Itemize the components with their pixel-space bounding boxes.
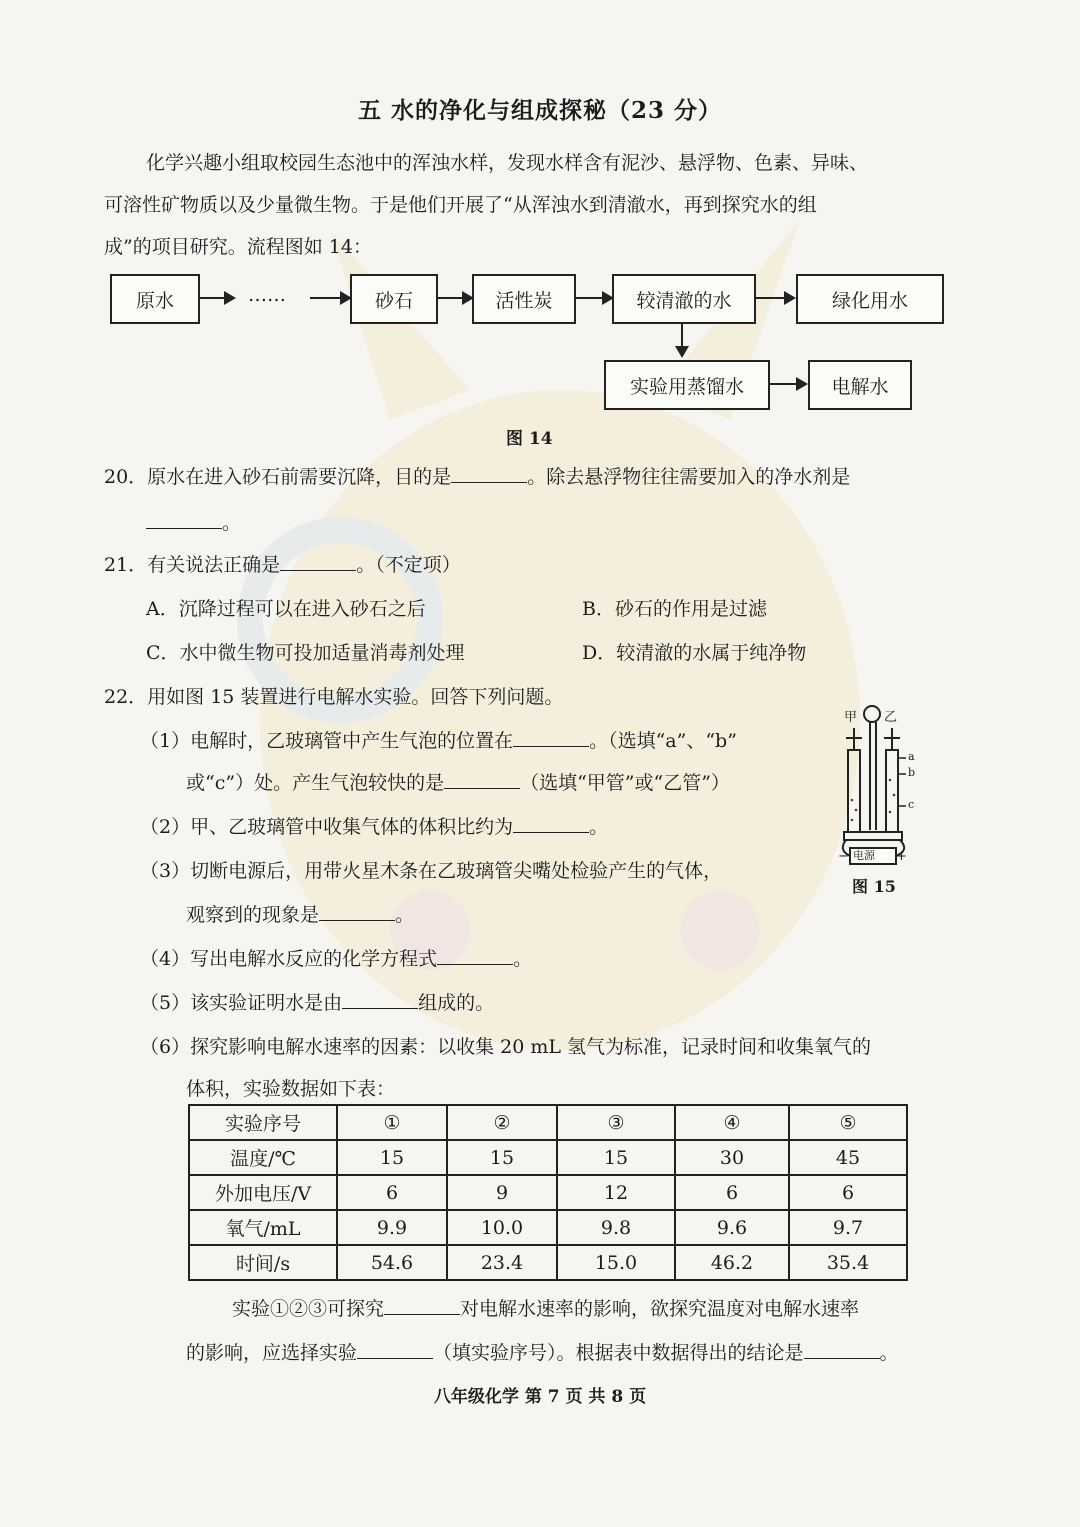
fig15-label-jia: 甲	[844, 710, 858, 725]
table-cell: 9.9	[337, 1210, 447, 1245]
q22-part-6-conclusion-cont	[186, 1338, 899, 1365]
flow-carbon-label: 活性炭	[495, 289, 553, 312]
table-row-label: 时间/s	[189, 1245, 337, 1280]
q22-p5-blank	[342, 990, 418, 1009]
flow-raw-water-label: 原水	[135, 289, 174, 312]
q22-part-4	[140, 944, 532, 971]
q21-option-d: D．较清澈的水属于纯净物	[582, 642, 807, 664]
q22-p6-blank-1	[384, 1296, 460, 1315]
intro-line-2: 可溶性矿物质以及少量微生物。于是他们开展了“从浑浊水到清澈水，再到探究水的组	[104, 194, 817, 216]
q22-p6-text-f: （填实验序号）。根据表中数据得出的结论是	[433, 1342, 804, 1364]
intro-line-1: 化学兴趣小组取校园生态池中的浑浊水样，发现水样含有泥沙、悬浮物、色素、异味、	[146, 152, 869, 174]
table-cell: 9.7	[789, 1210, 907, 1245]
table-cell: 15.0	[557, 1245, 675, 1280]
flow-raw-water-box	[110, 274, 200, 324]
table-cell: 23.4	[447, 1245, 557, 1280]
table-row	[189, 1210, 907, 1245]
table-cell: 9	[447, 1175, 557, 1210]
q22-p3-blank	[319, 902, 395, 921]
q22-p1-text-d: （选填“甲管”或“乙管”）	[520, 772, 730, 794]
q20-blank-1	[451, 464, 527, 483]
flow-arrow-6	[770, 383, 806, 385]
flow-carbon-box	[472, 274, 576, 324]
q21-option-a: A．沉降过程可以在进入砂石之后	[146, 598, 426, 620]
fig15-label-b: b	[908, 766, 916, 779]
fig15-plus-sign: +	[896, 849, 907, 864]
table-cell: 9.6	[675, 1210, 789, 1245]
flow-dots: ……	[248, 284, 286, 306]
q22-p6-blank-2	[357, 1340, 433, 1359]
q22-p5-text-b: 组成的。	[418, 992, 495, 1014]
table-row-label: 温度/℃	[189, 1140, 337, 1175]
intro-line-3: 成”的项目研究。流程图如 14：	[104, 236, 372, 258]
flow-arrow-5	[756, 297, 794, 299]
q20-text-c: 。	[222, 512, 242, 534]
q22-p1-text-c: 或“c”）处。产生气泡较快的是	[186, 772, 445, 794]
q22-part-5	[140, 988, 494, 1015]
q22-part-3: （3）切断电源后，用带火星木条在乙玻璃管尖嘴处检验产生的气体，	[140, 860, 723, 882]
flow-arrow-3	[438, 297, 472, 299]
experiment-data-table	[188, 1104, 908, 1281]
q22-p1-blank-1	[513, 728, 589, 747]
q20-text-a: 20．原水在进入砂石前需要沉降，目的是	[104, 466, 452, 488]
flow-electrolysis-box	[808, 360, 912, 410]
q21-text-a: 21．有关说法正确是	[104, 554, 281, 576]
table-cell: 15	[447, 1140, 557, 1175]
table-cell: 46.2	[675, 1245, 789, 1280]
q22-p6-text-d: 对电解水速率的影响，欲探究温度对电解水速率	[460, 1298, 860, 1320]
table-row	[189, 1245, 907, 1280]
table-cell: ①	[337, 1105, 447, 1140]
table-row	[189, 1175, 907, 1210]
table-cell: 35.4	[789, 1245, 907, 1280]
flow-sand-box	[350, 274, 438, 324]
q22-p6-text-e: 的影响，应选择实验	[186, 1342, 358, 1364]
table-cell: 15	[557, 1140, 675, 1175]
table-cell: 15	[337, 1140, 447, 1175]
table-row-label: 氧气/mL	[189, 1210, 337, 1245]
table-body	[189, 1105, 907, 1280]
q22-p1-text-a: （1）电解时，乙玻璃管中产生气泡的位置在	[140, 730, 514, 752]
table-cell: 6	[675, 1175, 789, 1210]
q22-p5-text-a: （5）该实验证明水是由	[140, 992, 343, 1014]
fig15-power-label: 电源	[853, 849, 875, 862]
flow-sand-label: 砂石	[374, 289, 413, 312]
table-row-label: 实验序号	[189, 1105, 337, 1140]
flow-clear-water-box	[612, 274, 756, 324]
q22-p2-blank	[513, 814, 589, 833]
table-cell: 54.6	[337, 1245, 447, 1280]
fig15-minus-sign: −	[838, 849, 849, 864]
question-20	[104, 462, 850, 489]
flow-arrow-down	[681, 322, 683, 356]
table-row	[189, 1140, 907, 1175]
flow-green-water-label: 绿化用水	[831, 289, 908, 312]
q22-p3-text-c: 。	[395, 904, 415, 926]
q21-option-c: C．水中微生物可投加适量消毒剂处理	[146, 642, 465, 664]
q22-p2-text-a: （2）甲、乙玻璃管中收集气体的体积比约为	[140, 816, 514, 838]
table-cell: 9.8	[557, 1210, 675, 1245]
fig15-label-c: c	[908, 798, 915, 811]
flow-distilled-label: 实验用蒸馏水	[629, 375, 744, 398]
q22-part-1	[140, 726, 737, 753]
figure-14-caption: 图 14	[506, 429, 553, 449]
q22-p2-text-b: 。	[589, 816, 609, 838]
q21-blank	[280, 552, 356, 571]
table-cell: ④	[675, 1105, 789, 1140]
electrolysis-apparatus-diagram	[836, 700, 926, 870]
table-cell: 10.0	[447, 1210, 557, 1245]
table-cell: ③	[557, 1105, 675, 1140]
fig15-label-yi: 乙	[884, 710, 898, 725]
q22-p4-blank	[437, 946, 513, 965]
section-title: 五 水的净化与组成探秘（23 分）	[357, 97, 723, 124]
flow-green-water-box	[796, 274, 944, 324]
q22-p4-text-a: （4）写出电解水反应的化学方程式	[140, 948, 438, 970]
q22-part-1-cont	[186, 768, 730, 795]
fig15-label-a: a	[908, 750, 915, 763]
q22-p6-blank-3	[804, 1340, 880, 1359]
q22-p4-text-b: 。	[513, 948, 533, 970]
question-22-stem: 22．用如图 15 装置进行电解水实验。回答下列问题。	[104, 686, 564, 708]
question-20-cont	[146, 508, 241, 535]
q20-blank-2	[146, 510, 222, 529]
table-row-label: 外加电压/V	[189, 1175, 337, 1210]
table-cell: 6	[789, 1175, 907, 1210]
q21-option-b: B．砂石的作用是过滤	[582, 598, 767, 620]
q22-part-6: （6）探究影响电解水速率的因素：以收集 20 mL 氢气为标准，记录时间和收集氧气的	[140, 1036, 872, 1058]
table-cell: 45	[789, 1140, 907, 1175]
question-21	[104, 550, 461, 577]
table-header-row	[189, 1105, 907, 1140]
q22-p1-text-b: 。（选填“a”、“b”	[589, 730, 737, 752]
table-cell: 6	[337, 1175, 447, 1210]
q22-p6-text-g: 。	[879, 1342, 899, 1364]
flow-distilled-box	[604, 360, 770, 410]
table-cell: ②	[447, 1105, 557, 1140]
figure-15-caption: 图 15	[852, 877, 896, 896]
q22-part-6-conclusion	[232, 1294, 859, 1321]
q21-text-b: 。（不定项）	[356, 554, 461, 576]
flow-arrow-1	[200, 297, 234, 299]
q22-p6-text-c: 实验①②③可探究	[232, 1298, 385, 1320]
q20-text-b: 。除去悬浮物往往需要加入的净水剂是	[527, 466, 851, 488]
table-cell: ⑤	[789, 1105, 907, 1140]
q22-part-2	[140, 812, 608, 839]
table-cell: 30	[675, 1140, 789, 1175]
flow-electrolysis-label: 电解水	[831, 375, 889, 398]
q22-part-6-cont: 体积，实验数据如下表：	[186, 1078, 396, 1100]
q22-p1-blank-2	[444, 770, 520, 789]
flow-arrow-4	[576, 297, 612, 299]
flow-clear-water-label: 较清澈的水	[636, 289, 732, 312]
page-footer: 八年级化学 第 7 页 共 8 页	[433, 1387, 647, 1407]
q22-p3-text-b: 观察到的现象是	[186, 904, 320, 926]
table-cell: 12	[557, 1175, 675, 1210]
q22-part-3-cont	[186, 900, 414, 927]
flow-arrow-2	[310, 297, 350, 299]
